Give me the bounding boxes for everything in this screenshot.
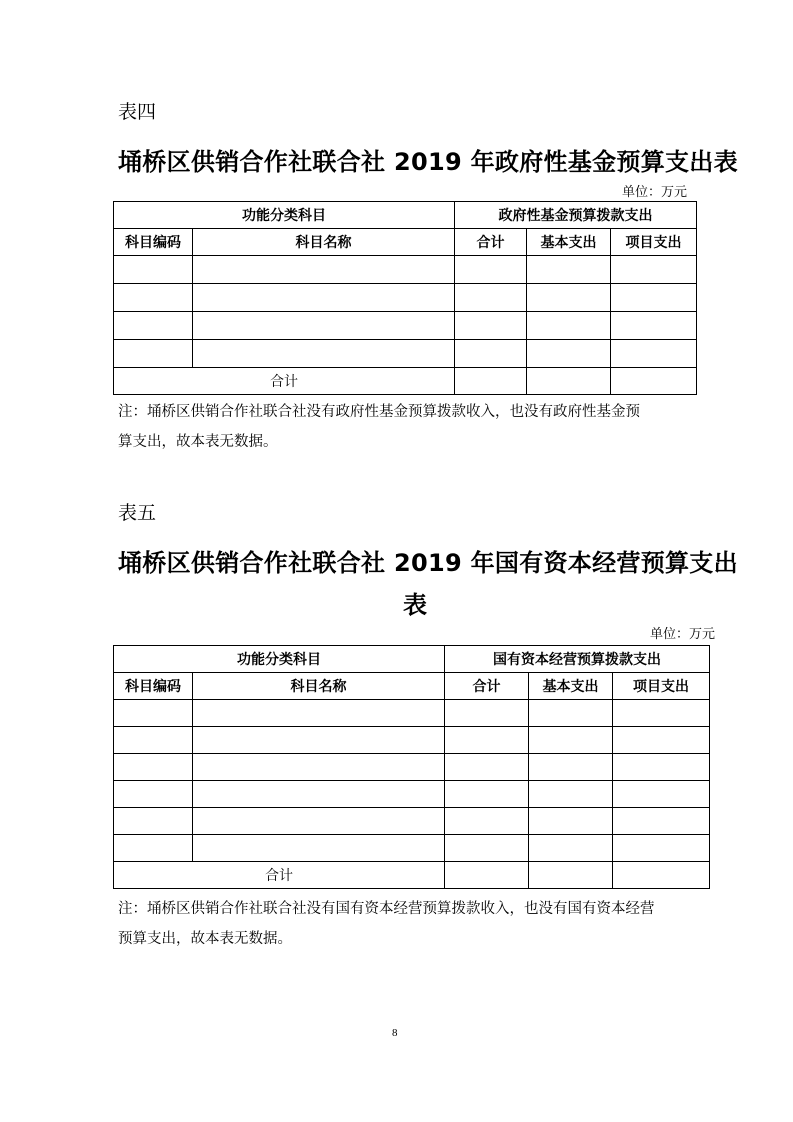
table-cell: [613, 727, 710, 754]
table-cell: [114, 312, 193, 340]
table5-name-header: 科目名称: [193, 673, 445, 700]
table-cell: [527, 368, 611, 395]
table-cell: [527, 340, 611, 368]
table4-total-header: 合计: [455, 229, 527, 256]
table5-total-row: [114, 862, 710, 889]
table-cell: [114, 781, 193, 808]
table-row: [114, 700, 710, 727]
table-cell: [114, 835, 193, 862]
table-cell: [611, 312, 697, 340]
table-cell: [193, 256, 455, 284]
table-cell: [193, 781, 445, 808]
table-cell: [114, 808, 193, 835]
table-cell: [114, 284, 193, 312]
table-row: [114, 256, 697, 284]
table-cell: [445, 754, 529, 781]
table5-title-line1: 埇桥区供销合作社联合社 2019 年国有资本经营预算支出: [118, 549, 738, 577]
table5-group-left-header: 功能分类科目: [114, 646, 445, 673]
table-cell: [455, 284, 527, 312]
table-cell: [445, 835, 529, 862]
table-row: [114, 835, 710, 862]
table4-title: 埇桥区供销合作社联合社 2019 年政府性基金预算支出表: [118, 148, 738, 176]
table4-group-header-row: [114, 202, 697, 229]
table-cell: [455, 340, 527, 368]
table-cell: [613, 808, 710, 835]
table-cell: [613, 835, 710, 862]
table5-code-header: 科目编码: [114, 673, 193, 700]
table5-title-line2: 表: [403, 591, 428, 619]
table-cell: [455, 312, 527, 340]
table-cell: [527, 284, 611, 312]
table4-project-header: 项目支出: [611, 229, 697, 256]
table4-total-row-label: 合计: [114, 368, 455, 395]
table4-note-line2: 算支出，故本表无数据。: [118, 434, 278, 450]
table4-total-row: [114, 368, 697, 395]
table-cell: [613, 700, 710, 727]
table-cell: [193, 340, 455, 368]
table-row: [114, 781, 710, 808]
table5-note-line2: 预算支出，故本表无数据。: [118, 931, 292, 947]
table5-basic-header: 基本支出: [529, 673, 613, 700]
table5-project-header: 项目支出: [613, 673, 710, 700]
table-row: [114, 340, 697, 368]
table4-basic-header: 基本支出: [527, 229, 611, 256]
table-cell: [114, 340, 193, 368]
table-cell: [613, 781, 710, 808]
table-cell: [611, 256, 697, 284]
table-cell: [529, 835, 613, 862]
table5-note-line1: 注：埇桥区供销合作社联合社没有国有资本经营预算拨款收入，也没有国有资本经营: [118, 901, 655, 917]
table-row: [114, 727, 710, 754]
table-cell: [445, 862, 529, 889]
table-row: [114, 284, 697, 312]
table5-unit: 单位：万元: [650, 627, 716, 642]
table-row: [114, 808, 710, 835]
table-cell: [613, 862, 710, 889]
table-row: [114, 312, 697, 340]
table4-name-header: 科目名称: [193, 229, 455, 256]
table-cell: [529, 781, 613, 808]
table-cell: [445, 781, 529, 808]
table5-column-header-row: [114, 673, 710, 700]
table4-group-right-header: 政府性基金预算拨款支出: [455, 202, 697, 229]
table4-column-header-row: [114, 229, 697, 256]
table-row: [114, 754, 710, 781]
table4-unit: 单位：万元: [622, 185, 688, 200]
table5-total-header: 合计: [445, 673, 529, 700]
table-cell: [455, 368, 527, 395]
table-cell: [193, 284, 455, 312]
table4-note-line1: 注：埇桥区供销合作社联合社没有政府性基金预算拨款收入，也没有政府性基金预: [118, 404, 640, 420]
table-cell: [193, 835, 445, 862]
table4-code-header: 科目编码: [114, 229, 193, 256]
table-cell: [527, 312, 611, 340]
table-cell: [455, 256, 527, 284]
table-cell: [529, 700, 613, 727]
table-cell: [611, 340, 697, 368]
table-cell: [193, 754, 445, 781]
table4-group-left-header: 功能分类科目: [114, 202, 455, 229]
table-cell: [613, 754, 710, 781]
table5-grid: [113, 645, 710, 889]
table-cell: [529, 727, 613, 754]
table-cell: [611, 284, 697, 312]
page-number: 8: [392, 1027, 398, 1039]
table-cell: [445, 808, 529, 835]
table-cell: [193, 808, 445, 835]
table-cell: [529, 808, 613, 835]
table-cell: [114, 754, 193, 781]
table5-group-right-header: 国有资本经营预算拨款支出: [445, 646, 710, 673]
table-cell: [445, 727, 529, 754]
table-cell: [114, 700, 193, 727]
table-cell: [527, 256, 611, 284]
table-cell: [193, 727, 445, 754]
table-cell: [529, 754, 613, 781]
table-cell: [445, 700, 529, 727]
table5-group-header-row: [114, 646, 710, 673]
table-cell: [114, 727, 193, 754]
table-cell: [611, 368, 697, 395]
table4-label: 表四: [118, 101, 157, 123]
table-cell: [114, 256, 193, 284]
table-cell: [529, 862, 613, 889]
table5-total-row-label: 合计: [114, 862, 445, 889]
table-cell: [193, 700, 445, 727]
table5-label: 表五: [118, 502, 157, 524]
table-cell: [193, 312, 455, 340]
table4-grid: [113, 201, 697, 395]
